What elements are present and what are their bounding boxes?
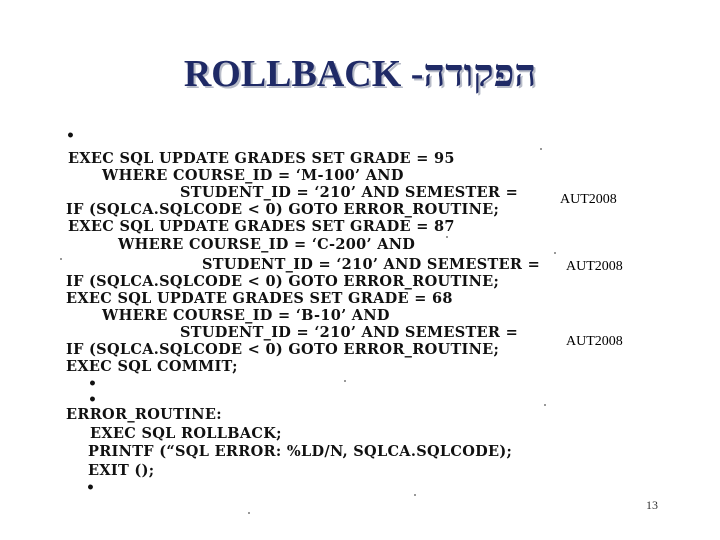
- code-line: IF (SQLCA.SQLCODE < 0) GOTO ERROR_ROUTINE;: [66, 201, 500, 218]
- code-line: EXEC SQL UPDATE GRADES SET GRADE = 87: [68, 218, 455, 235]
- bullet-dot: •: [66, 128, 75, 144]
- semester-value: AUT2008: [566, 259, 623, 274]
- scan-speck: [248, 512, 250, 514]
- semester-value: AUT2008: [560, 192, 617, 207]
- semester-value: AUT2008: [566, 334, 623, 349]
- code-line: ERROR_ROUTINE:: [66, 406, 222, 423]
- page-number: 13: [646, 498, 658, 512]
- scan-speck: [60, 258, 62, 260]
- scan-speck: [544, 404, 546, 406]
- bullet-dot: •: [88, 392, 97, 408]
- code-line: PRINTF (“SQL ERROR: %LD/N, SQLCA.SQLCODE);: [88, 443, 513, 460]
- code-line: STUDENT_ID = ‘210’ AND SEMESTER =: [180, 324, 519, 341]
- scan-speck: [540, 148, 542, 150]
- scan-speck: [414, 494, 416, 496]
- bullet-dot: •: [88, 376, 97, 392]
- code-line: EXEC SQL UPDATE GRADES SET GRADE = 68: [66, 290, 453, 307]
- scan-speck: [344, 380, 346, 382]
- code-line: WHERE COURSE_ID = ‘C-200’ AND: [118, 236, 416, 253]
- scan-speck: [446, 236, 448, 238]
- code-line: EXIT ();: [88, 462, 155, 479]
- code-line: WHERE COURSE_ID = ‘M-100’ AND: [102, 167, 404, 184]
- scan-speck: [554, 252, 556, 254]
- code-line: WHERE COURSE_ID = ‘B-10’ AND: [102, 307, 390, 324]
- code-line: EXEC SQL UPDATE GRADES SET GRADE = 95: [68, 150, 455, 167]
- code-line: STUDENT_ID = ‘210’ AND SEMESTER =: [180, 184, 519, 201]
- code-line: EXEC SQL COMMIT;: [66, 358, 238, 375]
- code-line: IF (SQLCA.SQLCODE < 0) GOTO ERROR_ROUTINE;: [66, 273, 500, 290]
- slide-title: ROLLBACK -הפקודה: [183, 53, 537, 95]
- code-line: EXEC SQL ROLLBACK;: [90, 425, 282, 442]
- code-line: STUDENT_ID = ‘210’ AND SEMESTER =: [202, 256, 541, 273]
- bullet-dot: •: [86, 480, 95, 496]
- code-line: IF (SQLCA.SQLCODE < 0) GOTO ERROR_ROUTINE;: [66, 341, 500, 358]
